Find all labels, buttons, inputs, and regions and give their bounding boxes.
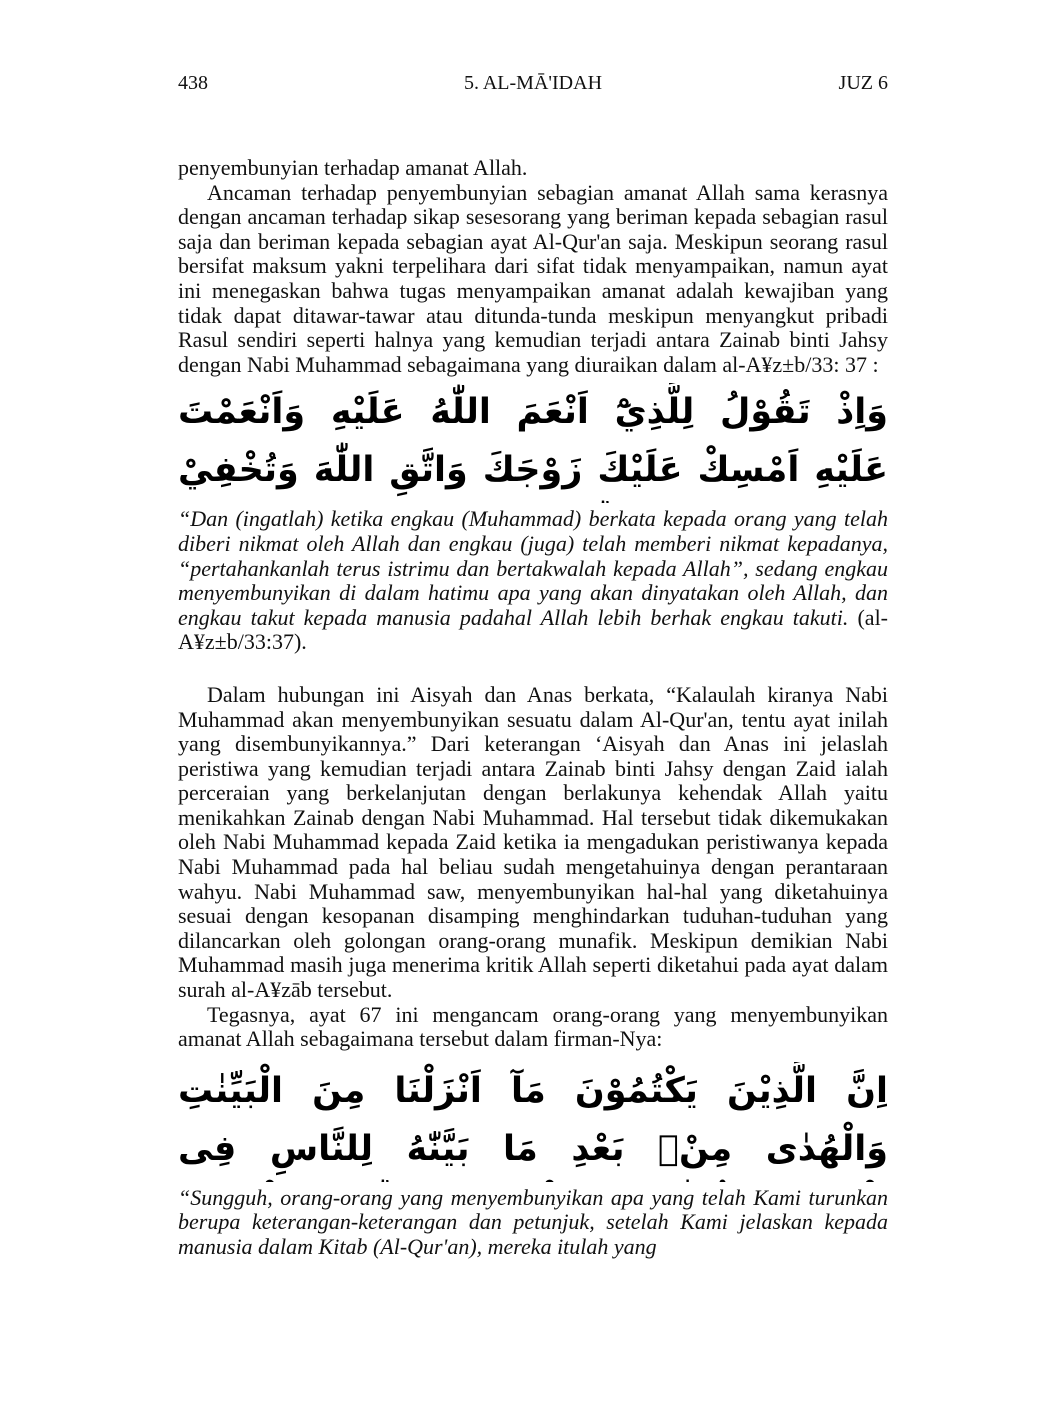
translation-al-ahzab-37 [178, 507, 888, 655]
paragraph-ayat-67: Tegasnya, ayat 67 ini mengancam orang-orang yang menyembunyikan amanat Allah sebagaimana tersebut dalam firman-Nya: [178, 1001, 888, 1052]
page-number: 438 [178, 72, 208, 94]
paragraph-aisyah-anas: Dalam hubungan ini Aisyah dan Anas berkata, “Kalaulah kiranya Nabi Muhammad akan menyembunyikan sesuatu dalam Al-Qur'an, tentu ayat inilah yang disembunyikannya.” Dari keterangan ‘Aisyah dan Anas ini jelaslah peristiwa yang kemudian terjadi antara Zainab binti Jahsy dengan Zaid ialah perceraian yang berkelanjutan dengan berlakunya kehendak Allah yaitu menikahkan Zainab dengan Nabi Muhammad. Hal tersebut tidak dikemukakan oleh Nabi Muhammad kepada Zaid ketika ia mengadukan peristiwanya kepada Nabi Muhammad pada hal beliau sudah mengetahuinya dengan perantaraan wahyu. Nabi Muhammad saw, menyembunyikan hal-hal yang diketahuinya sesuai dengan kesopanan disamping menghindarkan tuduhan-tuduhan yang dilancarkan oleh golongan orang-orang munafik. Meskipun demikian Nabi Muhammad masih juga menerima kritik Allah seperti diketahui pada ayat dalam surah al-A¥zāb tersebut. [178, 681, 888, 1003]
page-body [178, 156, 888, 1260]
translation-al-baqarah-159: “Sungguh, orang-orang yang menyembunyikan apa yang telah Kami turunkan berupa keterangan-keterangan dan petunjuk, setelah Kami jelaskan kepada manusia dalam Kitab (Al-Qur'an), mereka itulah yang [178, 1184, 888, 1259]
paragraph-continuation: penyembunyian terhadap amanat Allah. [178, 155, 528, 180]
juz-label: JUZ 6 [838, 72, 888, 94]
arabic-verse-al-ahzab-37: وَاِذْ تَقُوْلُ لِلَّذِيْٓ اَنْعَمَ اللّٰهُ عَلَيْهِ وَاَنْعَمْتَ عَلَيْهِ اَمْسِكْ عَلَيْكَ زَوْجَكَ وَاتَّقِ اللّٰهَ وَتُخْفِيْ [178, 392, 888, 491]
verse-reference: (al-A¥z±b/33:37). [178, 604, 889, 655]
paragraph-threat: Ancaman terhadap penyembunyian sebagian amanat Allah sama kerasnya dengan ancaman terhadap sikap sesesorang yang beriman kepada sebagian rasul saja dan beriman kepada sebagian ayat Al-Qur'an saja. Meskipun seorang rasul bersifat maksum yakni terpelihara dari sifat tidak menyampaikan, namun ayat ini menegaskan bahwa tugas menyampaikan amanat adalah kewajiban yang tidak dapat ditawar-tawar atau ditunda-tunda meskipun menyangkut pribadi Rasul sendiri seperti halnya yang kemudian terjadi antara Zainab binti Jahsy dengan Nabi Muhammad sebagaimana yang diuraikan dalam al-A¥z±b/33: 37 : [178, 179, 888, 377]
arabic-verse-al-baqarah-159: اِنَّ الَّذِيْنَ يَكْتُمُوْنَ مَآ اَنْزَلْنَا مِنَ الْبَيِّنٰتِ وَالْهُدٰى مِنْۢ بَعْدِ مَا بَيَّنّٰهُ لِلنَّاسِ فِى [178, 1070, 888, 1169]
page-header [178, 72, 888, 102]
chapter-title: 5. AL-MĀ'IDAH [463, 72, 603, 94]
translation-text: “Dan (ingatlah) ketika engkau (Muhammad) berkata kepada orang yang telah diberi nikmat oleh Allah dan engkau (juga) telah memberi nikmat kepadanya, “pertahankanlah terus istrimu dan bertakwalah kepada Allah”, sedang engkau menyembunyikan di dalam hatimu apa yang akan dinyatakan oleh Allah, dan engkau takut kepada manusia padahal Allah lebih berhak engkau takuti. [178, 506, 888, 630]
